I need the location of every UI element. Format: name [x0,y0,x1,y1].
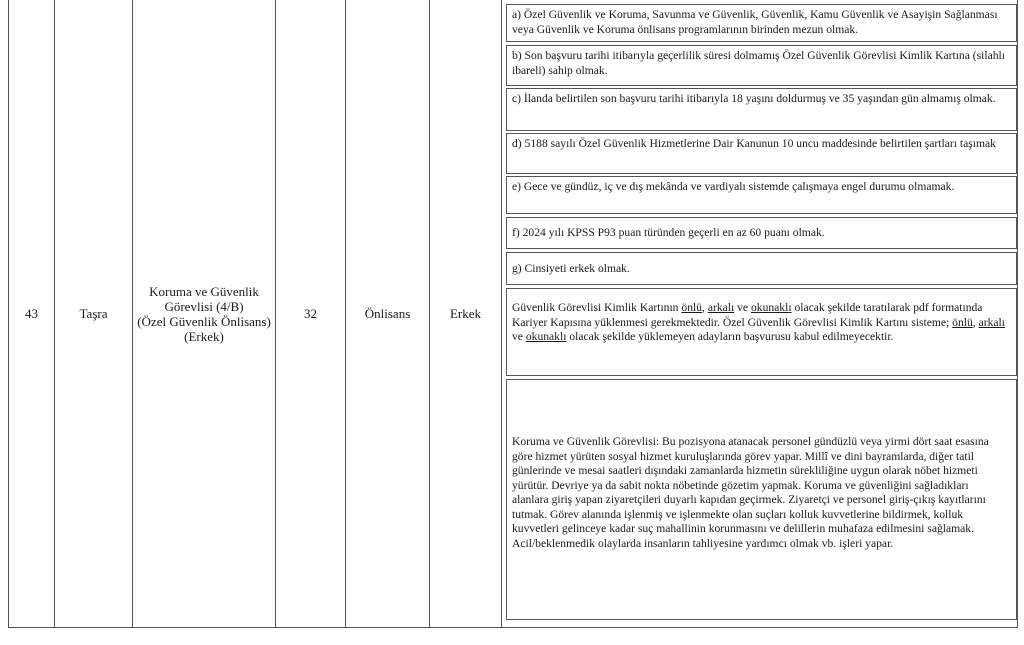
job-description: Koruma ve Güvenlik Görevlisi: Bu pozisyona atanacak personel gündüzlü veya yirmi dört saat esasına göre hizmet yürüten sosyal hizmet kuruluşlarında görev yapar. Millî ve dini bayramlarda, diğer tatil günlerinde ve mesai saatleri dışındaki zamanlarda hizmetin sürekliliğine uygun olarak nöbet hizmeti yürütür. Devriye ya da sabit nokta nöbetinde gözetim yapmak. Koruma ve güvenliğini sağladıkları alanlara giriş yapan ziyaretçileri duyarlı kapıdan geçirmek. Ziyaretçi ve personel giriş-çıkış kayıtlarını tutmak. Görev alanında işlenmiş ve işlenmekte olan suçları kolluk kuvvetlerine bildirmek, kolluk kuvvetleri gelinceye kadar suç mahallinin korunmasını ve delillerin muhafaza edilmesini sağlamak. Acil/beklenmedik olaylarda insanların tahliyesine yardımcı olmak vb. işleri yapar. [506,379,1017,620]
card-note-emphasis: arkalı [707,301,735,314]
card-note-text: , [972,315,979,329]
card-note-text: Güvenlik Görevlisi Kimlik Kartının [512,301,682,314]
card-note-emphasis: önlü [681,301,703,314]
card-note-emphasis: önlü [952,315,973,329]
quota: 32 [304,306,317,321]
card-note-text: olacak şekilde yüklemeyen adayların başvurusu kabul edilmeyecektir. [566,330,894,343]
position-line-2: Görevlisi (4/B) [164,298,244,314]
card-note-text: olacak şekilde taratılarak pdf formatında Kariyer Kapısına yüklenmesi gerekmektedir. Özel Güvenlik Görevlisi Kimlik Kartını sisteme; [512,301,983,329]
requirement-a: a) Özel Güvenlik ve Koruma, Savunma ve Güvenlik, Güvenlik, Kamu Güvenlik ve Asayişin Sağlanması veya Güvenlik ve Koruma önlisans programlarının birinden mezun olmak. [506,4,1017,42]
job-posting-table [8,0,1018,628]
requirement-d: d) 5188 sayılı Özel Güvenlik Hizmetlerine Dair Kanunun 10 uncu maddesinde belirtilen şartları taşımak [506,133,1017,174]
card-note-text: ve [512,330,526,343]
education-level: Önlisans [364,306,411,321]
gender: Erkek [449,306,482,321]
position-line-4: (Erkek) [184,328,224,344]
row-number: 43 [25,306,38,321]
education-cell [346,0,430,627]
requirement-g: g) Cinsiyeti erkek olmak. [506,252,1017,285]
requirement-b: b) Son başvuru tarihi itibarıyla geçerlilik süresi dolmamış Özel Güvenlik Görevlisi Kimlik Kartına (silahlı ibareli) sahip olmak. [506,45,1017,86]
position-line-3: (Özel Güvenlik Önlisans) [137,313,271,329]
card-note-text: ve [734,301,751,314]
requirement-f: f) 2024 yılı KPSS P93 puan türünden geçerli en az 60 puanı olmak. [506,217,1017,249]
requirement-e: e) Gece ve gündüz, iç ve dış mekânda ve vardiyalı sistemde çalışmaya engel durumu olmamak. [506,176,1017,214]
requirements-column [502,0,1017,627]
position-line-1: Koruma ve Güvenlik [149,283,259,299]
card-note-emphasis: okunaklı [750,301,792,314]
card-note-emphasis: arkalı [978,315,1005,329]
position-cell [133,0,276,627]
location: Taşra [79,306,108,321]
quota-cell [276,0,346,627]
card-note-text: , [702,301,708,314]
gender-cell [430,0,502,627]
card-upload-note [506,288,1017,376]
row-number-cell [9,0,55,627]
location-cell [55,0,133,627]
position-title [137,284,271,344]
requirement-c: c) İlanda belirtilen son başvuru tarihi itibarıyla 18 yaşını doldurmuş ve 35 yaşından gün almamış olmak. [506,88,1017,131]
card-note-emphasis: okunaklı [525,330,567,343]
